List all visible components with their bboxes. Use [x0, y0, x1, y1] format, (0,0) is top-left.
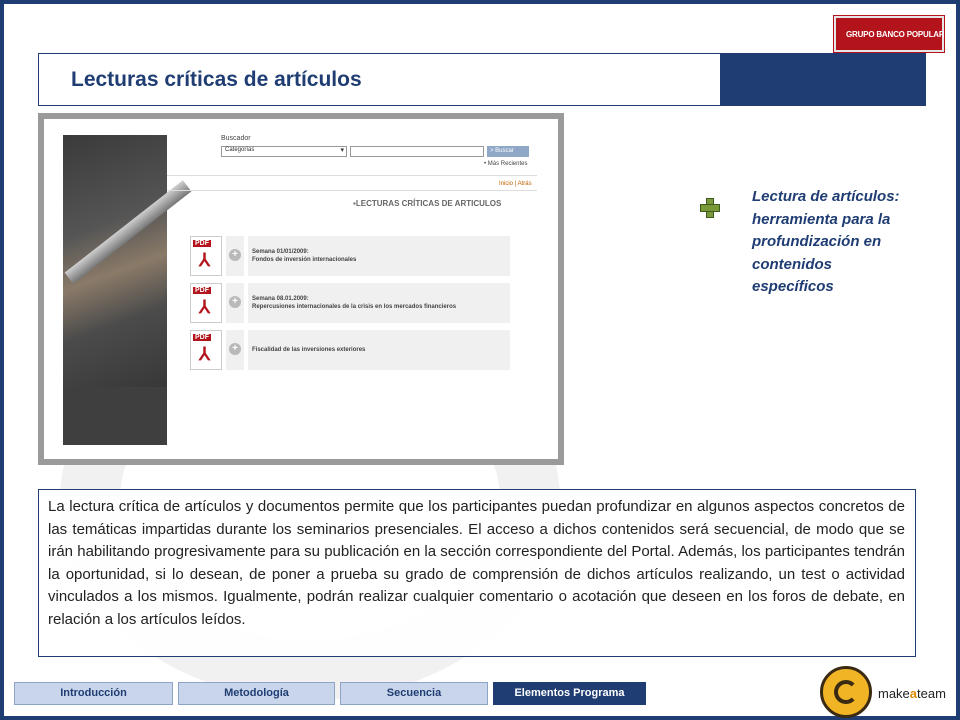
acrobat-icon: ⅄ [199, 250, 210, 270]
side-note: Lectura de artículos: herramienta para la profundización en contenidos específicos [752, 188, 900, 295]
item-line1: Fiscalidad de las inversiones exteriores [252, 347, 366, 353]
pdf-icon [190, 236, 222, 276]
plus-icon [700, 198, 718, 216]
pdf-tag: PDF [195, 240, 209, 247]
expand-cell [226, 283, 244, 323]
tab-secuencia[interactable]: Secuencia [340, 682, 488, 705]
section-heading-label: LECTURAS CRÍTICAS DE ARTICULOS [355, 199, 502, 208]
list-item [190, 236, 510, 276]
plus-circle-icon: + [229, 343, 241, 355]
item-description [248, 236, 510, 276]
makeateam-logo-figure-icon [834, 680, 858, 704]
description-box [38, 489, 916, 657]
pen-image [65, 180, 192, 283]
pdf-icon [190, 283, 222, 323]
buscador-label: Buscador [221, 135, 251, 142]
item-description [248, 283, 510, 323]
nav-links: Inicio | Atrás [499, 181, 532, 187]
list-item [190, 330, 510, 370]
portal-screenshot-content [44, 119, 558, 459]
banco-logo-text: GRUPO BANCO POPULAR [846, 29, 945, 39]
page-title: Lecturas críticas de artículos [71, 68, 362, 91]
makeateam-wordmark [878, 686, 946, 701]
description-text: La lectura crítica de artículos y documentos permite que los participantes puedan profundizar en algunos aspectos concretos de las temáticas impartidas durante los seminarios presenciales. El acceso a dichos contenidos será secuencial, de modo que se irán habilitando progresivamente para su publicación en la sección correspondiente del Portal. Además, los participantes tendrán la oportunidad, si lo desean, de poner a prueba su grado de comprensión de dichos artículos realizando, un test o actividad vinculados a los mismos. Igualmente, podrán realizar cualquier comentario o acotación que deseen en los foros de debate, en relación a los artículos leídos. [48, 498, 905, 628]
item-line1: Semana 01/01/2009: [252, 249, 309, 255]
tab-elementos-programa[interactable]: Elementos Programa [493, 682, 646, 705]
item-line2: Fondos de inversión internacionales [252, 257, 357, 263]
wordmark-prefix: make [878, 686, 910, 701]
item-line2: Repercusiones internacionales de la crisis en los mercados financieros [252, 304, 457, 310]
pdf-icon [190, 330, 222, 370]
expand-cell [226, 330, 244, 370]
plus-circle-icon: + [229, 296, 241, 308]
search-button: > Buscar [487, 146, 529, 157]
title-accent-block [720, 54, 925, 105]
pen-photo [63, 135, 167, 445]
tab-introduccion[interactable]: Introducción [14, 682, 173, 705]
item-description [248, 330, 510, 370]
divider [167, 175, 537, 176]
banco-popular-logo [834, 16, 944, 52]
recent-link-label: Más Recientes [487, 161, 528, 167]
title-bar [38, 53, 926, 106]
wordmark-accent: a [909, 686, 918, 701]
acrobat-icon: ⅄ [199, 344, 210, 364]
search-input [350, 146, 484, 157]
bottom-nav [14, 682, 646, 705]
pdf-tag: PDF [195, 334, 209, 341]
makeateam-logo [820, 666, 872, 718]
pdf-tag: PDF [195, 287, 209, 294]
acrobat-icon: ⅄ [199, 297, 210, 317]
item-line1: Semana 08.01.2009: [252, 296, 309, 302]
list-item [190, 283, 510, 323]
expand-cell [226, 236, 244, 276]
plus-circle-icon: + [229, 249, 241, 261]
section-heading: ▪LECTURAS CRÍTICAS DE ARTICULOS [353, 199, 502, 208]
category-select: Categorías ▾ [221, 146, 347, 157]
recent-link: • Más Recientes [484, 161, 528, 167]
divider [167, 190, 537, 191]
tab-metodologia[interactable]: Metodología [178, 682, 335, 705]
photo-bottom-panel [63, 387, 167, 445]
wordmark-suffix: team [917, 686, 946, 701]
portal-screenshot [38, 113, 564, 465]
